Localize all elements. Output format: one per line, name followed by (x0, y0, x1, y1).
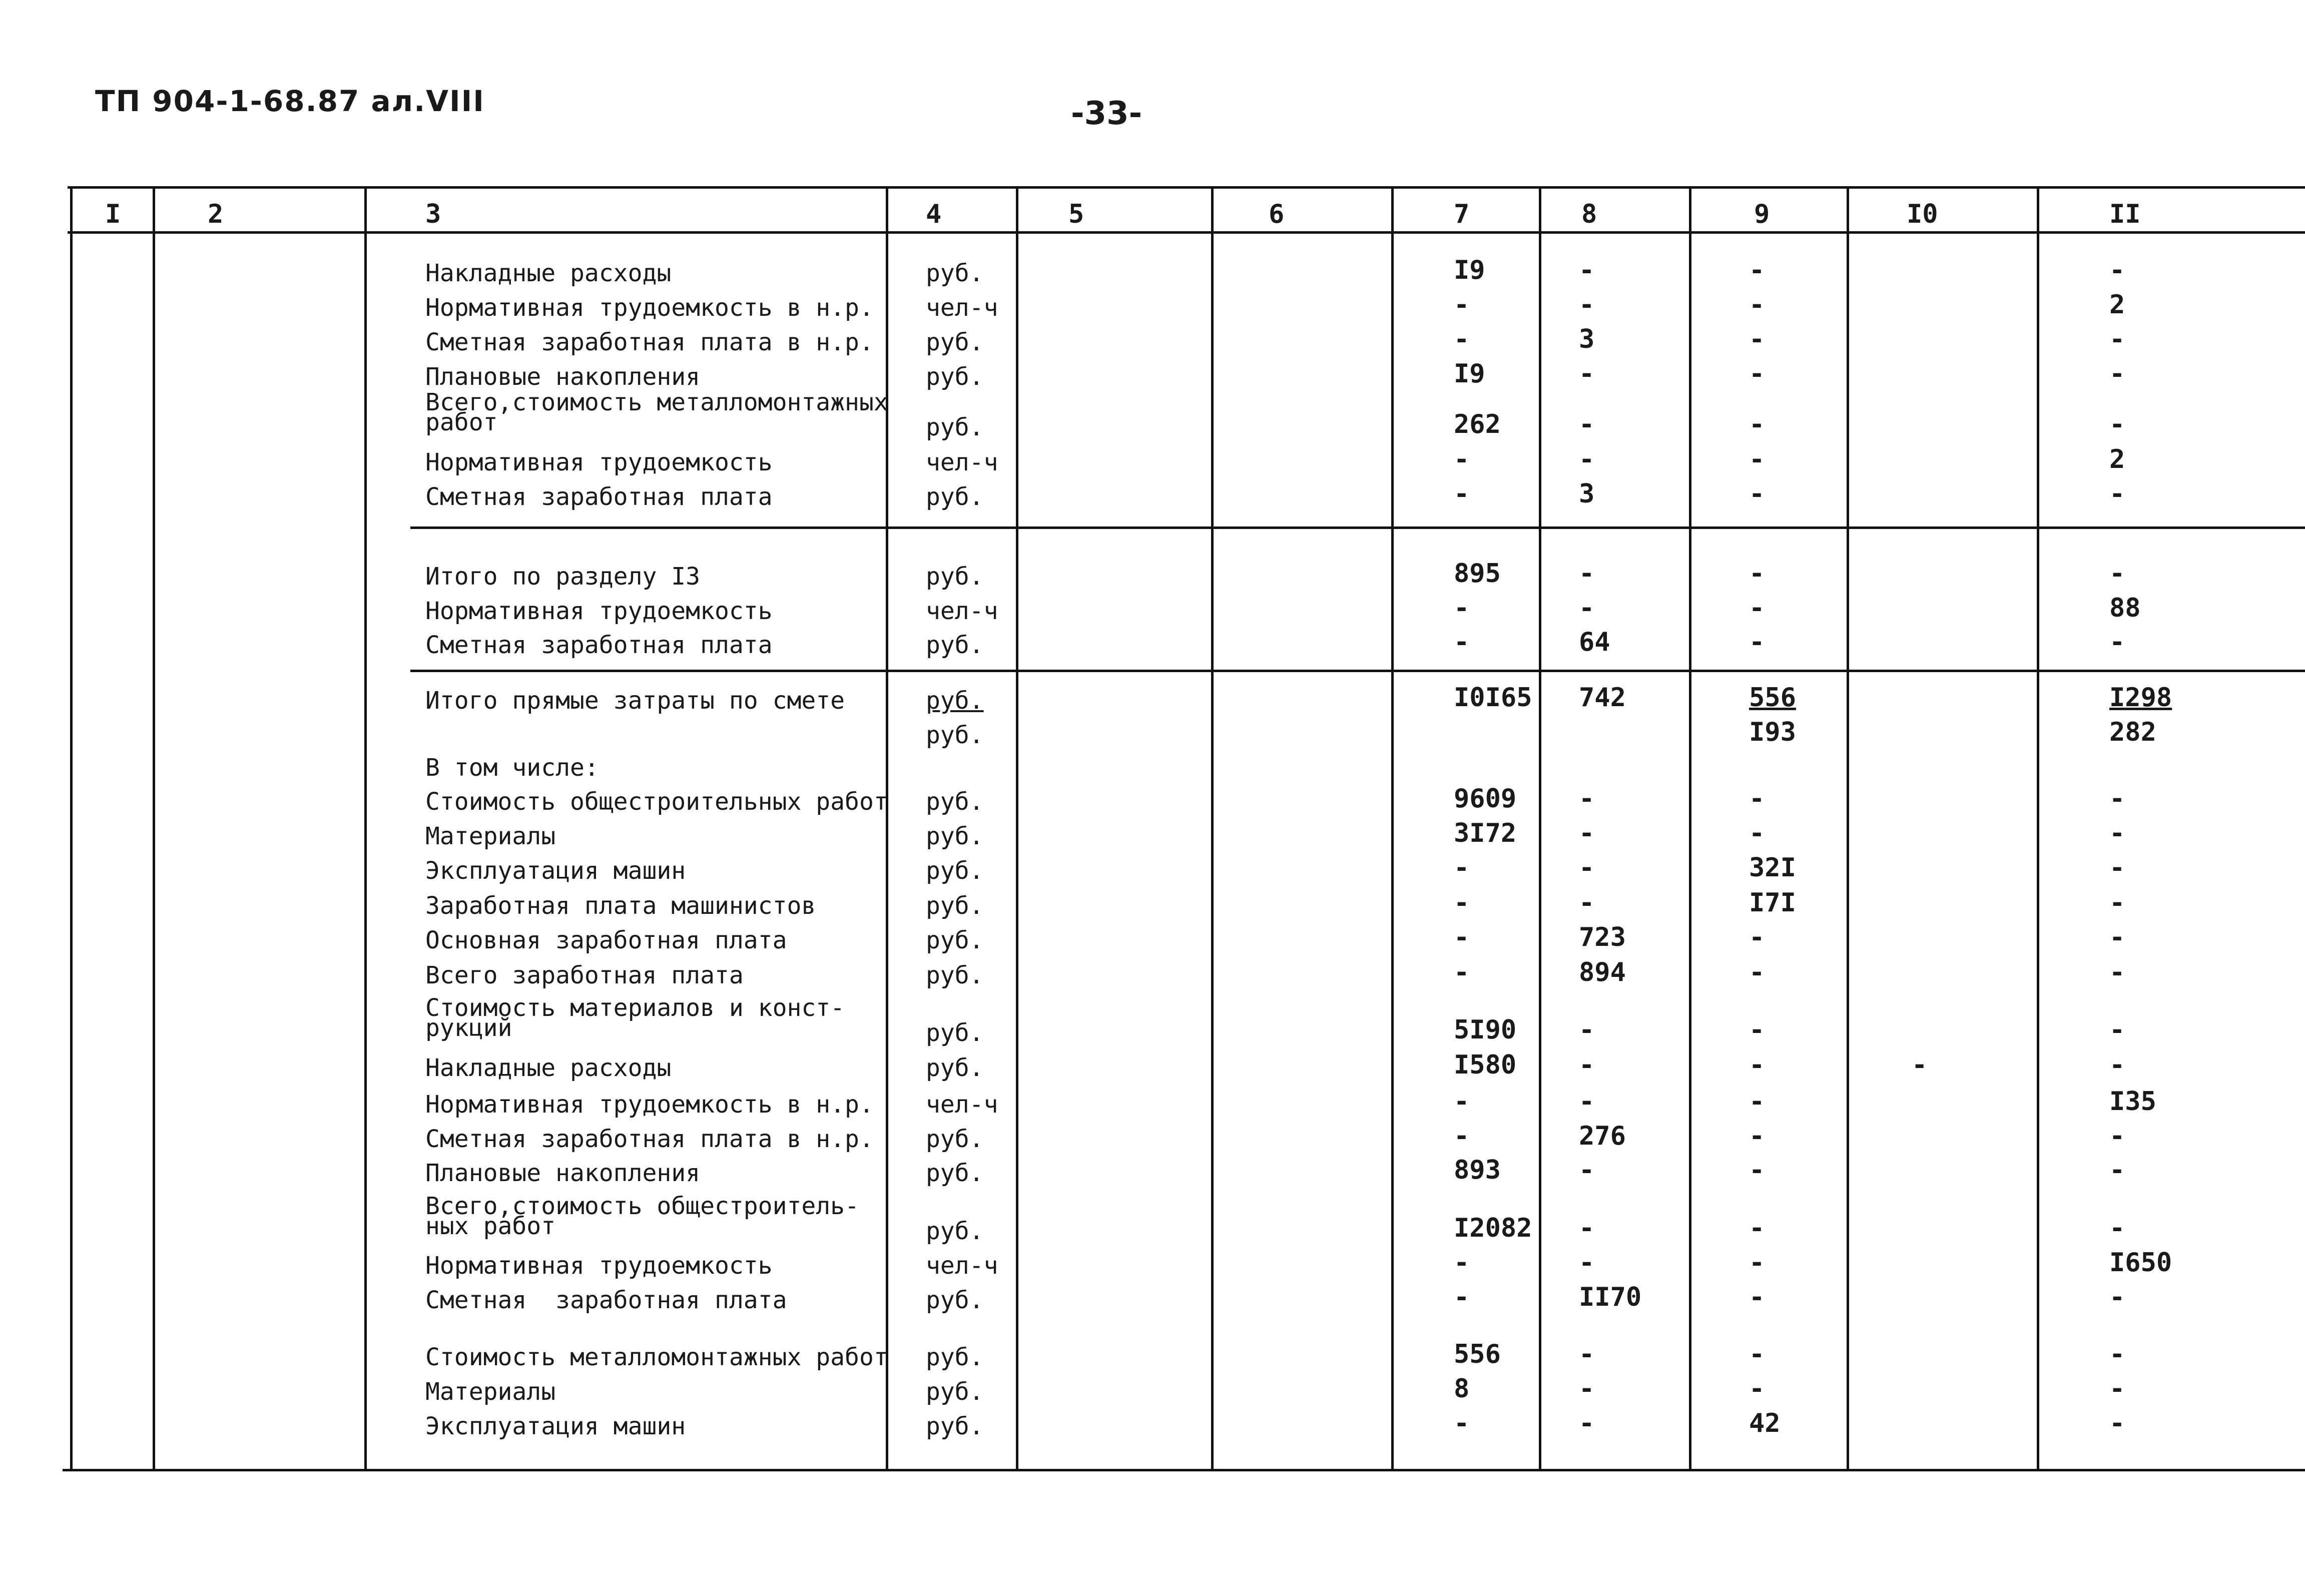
row-value-c8: - (1579, 818, 1595, 848)
row-unit: руб. (926, 1412, 984, 1440)
column-divider (364, 186, 367, 1471)
row-value-c8: 64 (1579, 627, 1610, 657)
row-value-c7: - (1454, 1087, 1470, 1117)
row-unit: чел-ч (926, 597, 998, 625)
row-value-c7: - (1454, 1121, 1470, 1151)
row-value-c9: 32I (1749, 853, 1796, 883)
row-value-c8: - (1579, 1374, 1595, 1404)
row-value-c7: - (1454, 853, 1470, 883)
row-value-c7: 3I72 (1454, 818, 1517, 848)
column-header: 9 (1754, 199, 1770, 229)
row-value-c11: - (2109, 1121, 2125, 1151)
row-value-c9: - (1749, 957, 1765, 987)
row-value-c7: - (1454, 1408, 1470, 1438)
row-value-c9: - (1749, 290, 1765, 320)
row-value-c11: I35 (2109, 1087, 2156, 1117)
row-value-c7: - (1454, 444, 1470, 474)
row-unit: руб. (926, 687, 984, 715)
row-unit: чел-ч (926, 1091, 998, 1119)
row-value-c11: - (2109, 1339, 2125, 1369)
row-unit: руб. (926, 961, 984, 989)
column-header: II (2109, 199, 2141, 229)
row-value-c7: 9609 (1454, 784, 1517, 814)
row-unit: руб. (926, 259, 984, 287)
row-value-c9: - (1749, 324, 1765, 354)
row-unit: руб. (926, 1125, 984, 1153)
row-name: Накладные расходы (425, 259, 672, 287)
row-name: Материалы (425, 1378, 556, 1406)
row-value-c7: - (1454, 479, 1470, 509)
row-value-c9: - (1749, 1050, 1765, 1080)
row-name: Нормативная трудоемкость (425, 597, 773, 625)
row-name: Всего заработная плата (425, 961, 744, 989)
row-name: Сметная заработная плата в н.р. (425, 1125, 874, 1153)
column-divider (1539, 186, 1541, 1471)
row-value-c9: - (1749, 359, 1765, 389)
row-unit: руб. (926, 721, 984, 749)
row-unit: чел-ч (926, 1252, 998, 1280)
row-unit: руб. (926, 631, 984, 659)
row-value-c7: - (1454, 922, 1470, 952)
row-value-c8: 3 (1579, 324, 1595, 354)
column-header: 4 (926, 199, 942, 229)
row-name: В том числе: (425, 754, 599, 782)
row-name: Нормативная трудоемкость в н.р. (425, 294, 874, 322)
row-value-c9: - (1749, 818, 1765, 848)
row-value-c8: 3 (1579, 479, 1595, 509)
column-header: 5 (1068, 199, 1084, 229)
column-divider (1689, 186, 1691, 1471)
row-value-c8: - (1579, 1050, 1595, 1080)
row-value-c8: - (1579, 290, 1595, 320)
row-name: Заработная плата машинистов (425, 892, 816, 920)
row-value-c7: 893 (1454, 1155, 1501, 1185)
row-value-c11: 282 (2109, 717, 2156, 747)
column-divider (153, 186, 155, 1471)
row-name: Итого по разделу I3 (425, 563, 701, 591)
row-name: Плановые накопления (425, 363, 701, 391)
row-name: Основная заработная плата (425, 926, 787, 954)
row-value-c8: - (1579, 444, 1595, 474)
row-unit: руб. (926, 892, 984, 920)
row-unit: руб. (926, 483, 984, 511)
row-value-c9: - (1749, 1087, 1765, 1117)
row-value-c7: I580 (1454, 1050, 1517, 1080)
row-value-c11: - (2109, 479, 2125, 509)
row-value-c9: 556 (1749, 683, 1796, 713)
row-value-c7: - (1454, 627, 1470, 657)
row-value-c8: - (1579, 359, 1595, 389)
row-value-c9: 42 (1749, 1408, 1781, 1438)
row-name: Нормативная трудоемкость (425, 1252, 773, 1280)
row-value-c8: - (1579, 784, 1595, 814)
row-value-c11: I298 (2109, 683, 2172, 713)
row-value-c11: - (2109, 957, 2125, 987)
row-value-c8: 742 (1579, 683, 1626, 713)
row-value-c11: - (2109, 1408, 2125, 1438)
row-value-c9: I7I (1749, 888, 1796, 918)
row-name: Нормативная трудоемкость (425, 448, 773, 476)
row-value-c9: - (1749, 1155, 1765, 1185)
row-value-c11: - (2109, 888, 2125, 918)
row-value-c11: - (2109, 627, 2125, 657)
column-header: 6 (1269, 199, 1285, 229)
row-value-c7: - (1454, 324, 1470, 354)
row-name: Эксплуатация машин (425, 857, 686, 885)
row-value-c8: - (1579, 559, 1595, 589)
row-value-c7: - (1454, 290, 1470, 320)
row-value-c7: 262 (1454, 409, 1501, 439)
row-value-c9: - (1749, 1015, 1765, 1045)
row-value-c8: 894 (1579, 957, 1626, 987)
row-value-c8: - (1579, 853, 1595, 883)
row-value-c11: - (2109, 255, 2125, 285)
row-unit: чел-ч (926, 448, 998, 476)
row-unit: чел-ч (926, 294, 998, 322)
column-divider (886, 186, 888, 1471)
row-name: Стоимость металломонтажных работ (425, 1343, 888, 1371)
row-value-c11: - (2109, 409, 2125, 439)
column-divider (1211, 186, 1214, 1471)
row-value-c8: - (1579, 1015, 1595, 1045)
row-value-c11: 2 (2109, 444, 2125, 474)
column-header: 8 (1581, 199, 1597, 229)
row-value-c11: - (2109, 922, 2125, 952)
column-header: I0 (1907, 199, 1938, 229)
document-code: ТП 904-1-68.87 ал.VIII (95, 84, 485, 118)
column-header: 3 (425, 199, 441, 229)
row-name: Материалы (425, 822, 556, 850)
row-unit: руб. (926, 822, 984, 850)
row-value-c7: I0I65 (1454, 683, 1532, 713)
row-value-c9: - (1749, 1339, 1765, 1369)
row-value-c7: 8 (1454, 1374, 1470, 1404)
row-name: Сметная заработная плата (425, 631, 773, 659)
row-unit: руб. (926, 363, 984, 391)
row-name: Эксплуатация машин (425, 1412, 686, 1440)
row-unit: руб. (926, 1054, 984, 1082)
column-divider (2037, 186, 2039, 1471)
section-divider (410, 526, 2305, 529)
row-unit: руб. (926, 1019, 984, 1047)
column-divider (70, 186, 73, 1471)
row-value-c11: - (2109, 1213, 2125, 1243)
row-value-c7: I2082 (1454, 1213, 1532, 1243)
row-value-c8: - (1579, 1248, 1595, 1278)
row-unit: руб. (926, 1286, 984, 1314)
row-value-c9: - (1749, 1248, 1765, 1278)
row-value-c11: - (2109, 853, 2125, 883)
row-value-c11: 88 (2109, 593, 2141, 623)
row-value-c7: I9 (1454, 255, 1485, 285)
row-value-c8: II70 (1579, 1282, 1642, 1312)
row-value-c8: - (1579, 888, 1595, 918)
row-value-c7: 556 (1454, 1339, 1501, 1369)
row-value-c7: 5I90 (1454, 1015, 1517, 1045)
row-name: Плановые накопления (425, 1159, 701, 1187)
row-value-c11: - (2109, 818, 2125, 848)
row-value-c11: - (2109, 359, 2125, 389)
row-value-c7: - (1454, 593, 1470, 623)
row-unit: руб. (926, 1378, 984, 1406)
row-value-c8: - (1579, 1408, 1595, 1438)
row-value-c11: I650 (2109, 1248, 2172, 1278)
row-name: Нормативная трудоемкость в н.р. (425, 1091, 874, 1119)
row-value-c11: - (2109, 324, 2125, 354)
column-header: 7 (1454, 199, 1470, 229)
row-value-c9: - (1749, 409, 1765, 439)
row-unit: руб. (926, 1159, 984, 1187)
page-number: -33- (1071, 95, 1142, 132)
row-unit: руб. (926, 1343, 984, 1371)
row-name: Сметная заработная плата в н.р. (425, 328, 874, 356)
row-value-c8: - (1579, 409, 1595, 439)
row-unit: руб. (926, 413, 984, 441)
row-value-c9: - (1749, 559, 1765, 589)
row-value-c7: I9 (1454, 359, 1485, 389)
column-divider (1847, 186, 1849, 1471)
table-header-bottom-border (68, 231, 2305, 234)
row-value-c7: - (1454, 888, 1470, 918)
row-value-c11: - (2109, 1050, 2125, 1080)
row-name: Сметная заработная плата (425, 483, 773, 511)
row-unit: руб. (926, 1217, 984, 1245)
row-value-c8: - (1579, 255, 1595, 285)
row-value-c7: - (1454, 1248, 1470, 1278)
row-value-c11: - (2109, 1282, 2125, 1312)
row-value-c9: - (1749, 479, 1765, 509)
row-value-c9: - (1749, 1282, 1765, 1312)
row-value-c9: - (1749, 922, 1765, 952)
row-value-c11: - (2109, 559, 2125, 589)
row-value-c11: - (2109, 1015, 2125, 1045)
row-value-c9: - (1749, 784, 1765, 814)
row-value-c11: - (2109, 1374, 2125, 1404)
row-value-c9: - (1749, 1121, 1765, 1151)
row-value-c11: - (2109, 784, 2125, 814)
row-name: Всего,стоимость металломонтажных работ (425, 388, 888, 436)
row-name: Стоимость материалов и конст- рукций (425, 994, 845, 1042)
row-name: Сметная заработная плата (425, 1286, 787, 1314)
row-value-c8: - (1579, 593, 1595, 623)
row-unit: руб. (926, 563, 984, 591)
table-bottom-border (63, 1469, 2305, 1471)
row-value-c7: - (1454, 957, 1470, 987)
row-value-c11: 2 (2109, 290, 2125, 320)
row-value-c10: - (1912, 1050, 1928, 1080)
row-value-c9: - (1749, 255, 1765, 285)
row-name: Итого прямые затраты по смете (425, 687, 845, 715)
row-value-c8: - (1579, 1155, 1595, 1185)
row-value-c11: - (2109, 1155, 2125, 1185)
row-value-c7: - (1454, 1282, 1470, 1312)
row-value-c9: - (1749, 1374, 1765, 1404)
column-header: I (105, 199, 121, 229)
row-value-c9: - (1749, 627, 1765, 657)
row-name: Стоимость общестроительных работ (425, 788, 888, 816)
column-divider (1016, 186, 1018, 1471)
row-name: Всего,стоимость общестроитель- ных работ (425, 1192, 859, 1240)
row-name: Накладные расходы (425, 1054, 672, 1082)
row-unit: руб. (926, 328, 984, 356)
column-header: 2 (208, 199, 224, 229)
row-unit: руб. (926, 788, 984, 816)
row-value-c8: - (1579, 1213, 1595, 1243)
row-value-c8: - (1579, 1087, 1595, 1117)
row-unit: руб. (926, 926, 984, 954)
row-value-c9: - (1749, 593, 1765, 623)
row-value-c7: 895 (1454, 559, 1501, 589)
column-divider (1391, 186, 1394, 1471)
row-value-c8: 276 (1579, 1121, 1626, 1151)
row-unit: руб. (926, 857, 984, 885)
row-value-c8: 723 (1579, 922, 1626, 952)
row-value-c8: - (1579, 1339, 1595, 1369)
table-top-border (68, 186, 2305, 189)
section-divider (410, 670, 2305, 672)
row-value-c9: I93 (1749, 717, 1796, 747)
row-value-c9: - (1749, 1213, 1765, 1243)
row-value-c9: - (1749, 444, 1765, 474)
